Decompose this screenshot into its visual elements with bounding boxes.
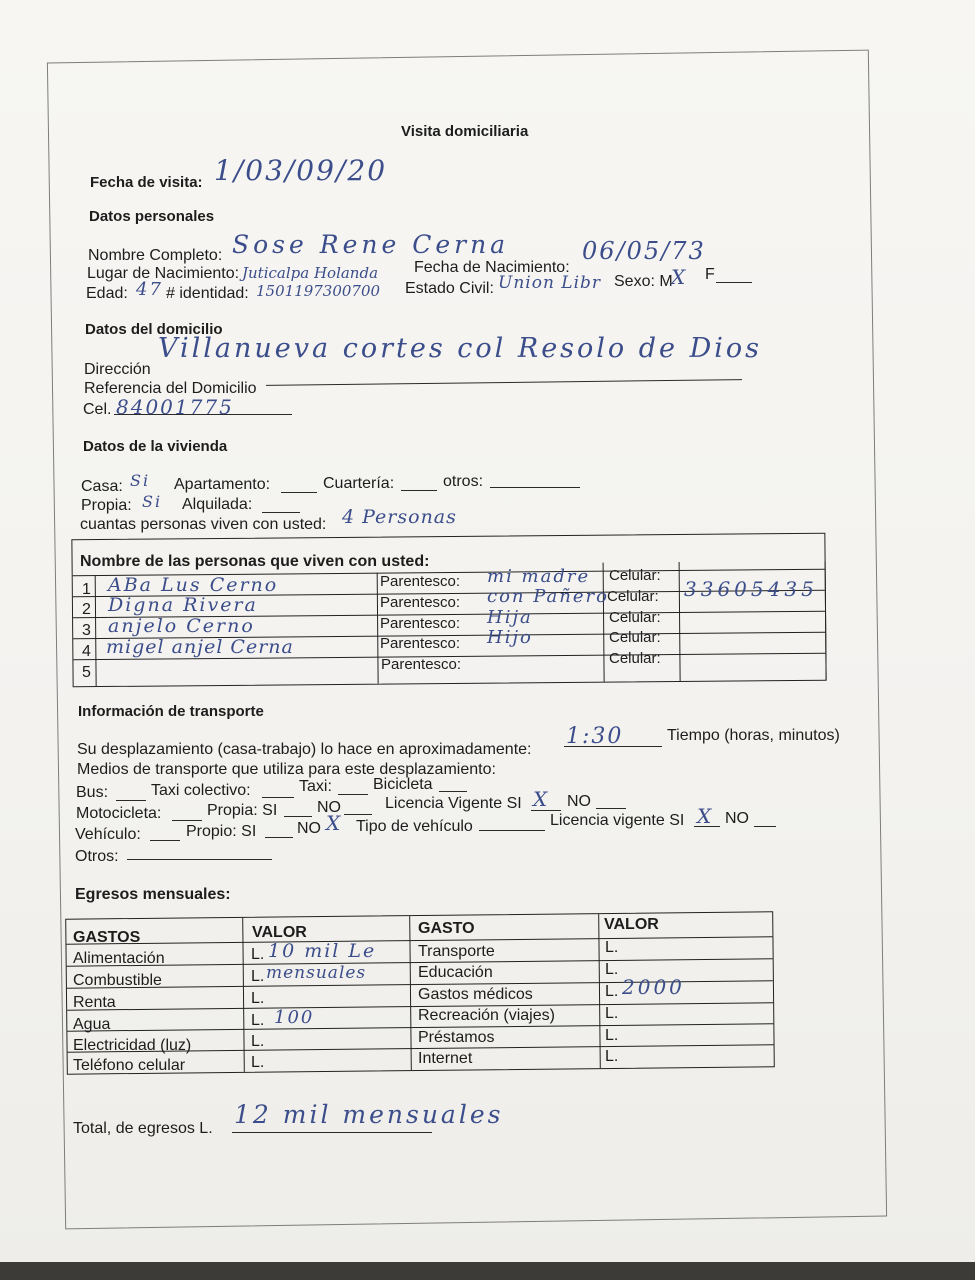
address-value: Villanueva cortes col Resolo de Dios <box>158 333 762 364</box>
otros-label: otros: <box>443 473 484 490</box>
moto-no-label: NO <box>317 799 341 816</box>
propia-label: Propia: <box>81 497 132 514</box>
propio-mark: X <box>326 811 343 835</box>
expenses-col-valor-2: VALOR <box>604 916 659 933</box>
sex-mark: X <box>671 265 688 289</box>
household-row-relation: Hija <box>487 607 533 628</box>
expense-name: Agua <box>73 1016 111 1033</box>
alquilada-line <box>262 512 300 513</box>
otros-line <box>490 487 580 488</box>
household-row-relation: con Pañero <box>487 586 609 607</box>
moto-label: Motocicleta: <box>76 805 162 822</box>
total-label: Total, de egresos L. <box>73 1120 213 1137</box>
household-row-name: anjelo Cerno <box>108 615 255 637</box>
veh-licencia-no: NO <box>725 810 749 827</box>
name-label: Nombre Completo: <box>88 247 223 264</box>
expense-value: mensuales <box>266 963 367 983</box>
moto-propia-label: Propia: SI <box>207 802 278 819</box>
taxi-colectivo-label: Taxi colectivo: <box>151 782 251 799</box>
id-value: 1501197300700 <box>256 282 381 300</box>
age-value: 47 <box>136 279 163 300</box>
veh-licencia-mark: X <box>697 804 714 828</box>
expense-name: Teléfono celular <box>73 1057 186 1074</box>
civil-status-label: Estado Civil: <box>405 280 494 297</box>
housing-heading: Datos de la vivienda <box>83 438 228 455</box>
expense-name: Préstamos <box>418 1029 495 1046</box>
household-row-celular-label: Celular: <box>609 567 661 584</box>
household-row-parentesco-label: Parentesco: <box>380 615 461 632</box>
veh-licencia-label: Licencia vigente SI <box>550 812 685 829</box>
household-row-parentesco-label: Parentesco: <box>380 635 461 652</box>
civil-status-value: Union Libr <box>498 273 602 293</box>
expense-name: Renta <box>73 994 116 1011</box>
expense-currency: L. <box>605 1027 619 1044</box>
expense-name: Alimentación <box>73 950 165 967</box>
household-row-phone: 33605435 <box>684 577 818 601</box>
reference-label: Referencia del Domicilio <box>84 380 257 397</box>
address-label: Dirección <box>84 361 151 378</box>
expense-value: 100 <box>274 1007 315 1028</box>
commute-line <box>564 746 662 747</box>
expense-currency: L. <box>605 1005 619 1022</box>
phone-label: Cel. <box>83 401 112 418</box>
expense-name: Recreación (viajes) <box>418 1007 555 1024</box>
household-row-celular-label: Celular: <box>609 609 661 626</box>
expense-value: 2000 <box>622 975 685 999</box>
total-value: 12 mil mensuales <box>234 1100 504 1129</box>
sex-label: Sexo: M <box>614 273 673 290</box>
expenses-col-gastos: GASTOS <box>73 929 141 946</box>
propia-value: Si <box>142 492 163 511</box>
birthplace-value: Juticalpa Holanda <box>242 264 379 282</box>
bus-label: Bus: <box>76 784 109 801</box>
expense-name: Combustible <box>73 972 162 989</box>
vehiculo-label: Vehículo: <box>75 826 141 843</box>
expense-currency: L. <box>251 968 265 985</box>
household-row-name: migel anjel Cerna <box>106 636 294 658</box>
cuarteria-line <box>401 490 437 491</box>
means-label: Medios de transporte que utiliza para este desplazamiento: <box>77 761 496 778</box>
household-header: Nombre de las personas que viven con usted: <box>80 553 430 570</box>
expense-name: Educación <box>418 964 493 981</box>
taxi-label: Taxi: <box>299 778 332 795</box>
household-row-num: 4 <box>82 643 91 660</box>
household-row-num: 3 <box>82 622 91 639</box>
household-row-num: 1 <box>82 581 91 598</box>
expense-currency: L. <box>605 939 619 956</box>
id-label: # identidad: <box>166 285 249 302</box>
casa-label: Casa: <box>81 478 123 495</box>
apartamento-line <box>281 492 317 493</box>
birthdate-value: 06/05/73 <box>582 237 706 265</box>
sex-f-label: F <box>705 266 715 283</box>
visit-date-label: Fecha de visita: <box>90 174 203 191</box>
household-row-relation: Hijo <box>487 627 533 648</box>
expenses-col-valor: VALOR <box>252 924 307 941</box>
total-line <box>232 1132 432 1133</box>
age-label: Edad: <box>86 285 128 302</box>
household-row-celular-label: Celular: <box>607 588 659 605</box>
domicile-heading: Datos del domicilio <box>85 321 223 338</box>
page-title: Visita domiciliaria <box>401 123 529 140</box>
expense-currency: L. <box>605 983 619 1000</box>
name-value: Sose Rene Cerna <box>232 230 510 259</box>
moto-licencia-no: NO <box>567 793 591 810</box>
expense-currency: L. <box>251 1054 265 1071</box>
expense-currency: L. <box>251 1033 265 1050</box>
household-row-parentesco-label: Parentesco: <box>380 573 461 590</box>
moto-licencia-label: Licencia Vigente SI <box>385 795 522 812</box>
cuarteria-label: Cuartería: <box>323 475 395 492</box>
expense-name: Gastos médicos <box>418 986 533 1003</box>
expense-currency: L. <box>605 1048 619 1065</box>
household-row-name: ABa Lus Cerno <box>108 574 279 596</box>
visit-date-value: 1/03/09/20 <box>214 154 388 187</box>
personal-heading: Datos personales <box>89 208 215 225</box>
commute-label: Su desplazamiento (casa-trabajo) lo hace en aproximadamente: <box>77 741 532 758</box>
expense-currency: L. <box>251 1012 265 1029</box>
household-row-num: 2 <box>82 601 91 618</box>
household-row-parentesco-label: Parentesco: <box>380 594 461 611</box>
moto-licencia-mark: X <box>533 787 550 811</box>
birthdate-label: Fecha de Nacimiento: <box>414 259 570 276</box>
phone-line <box>114 414 292 415</box>
expense-name: Electricidad (luz) <box>73 1037 192 1054</box>
household-row-num: 5 <box>82 664 91 681</box>
commute-value: 1:30 <box>566 724 624 749</box>
expense-name: Internet <box>418 1050 473 1067</box>
propio-label: Propio: SI <box>186 823 257 840</box>
phone-value: 84001775 <box>116 395 234 419</box>
expense-currency: L. <box>251 946 265 963</box>
household-row-name: Digna Rivera <box>108 594 258 616</box>
expense-value: 10 mil Le <box>268 940 377 962</box>
bicicleta-label: Bicicleta <box>373 776 433 793</box>
casa-value: Si <box>130 471 151 490</box>
transport-heading: Información de transporte <box>78 703 264 720</box>
persons-label: cuantas personas viven con usted: <box>80 516 327 533</box>
expense-currency: L. <box>605 961 619 978</box>
birthplace-label: Lugar de Nacimiento: <box>87 265 240 282</box>
otros-transport-label: Otros: <box>75 848 119 865</box>
persons-value: 4 Personas <box>342 506 457 528</box>
apartamento-label: Apartamento: <box>174 476 271 493</box>
household-row-relation: mi madre <box>487 566 591 587</box>
expense-currency: L. <box>251 990 265 1007</box>
household-row-celular-label: Celular: <box>609 650 661 667</box>
alquilada-label: Alquilada: <box>182 496 253 513</box>
propio-no-label: NO <box>297 820 321 837</box>
household-row-celular-label: Celular: <box>609 629 661 646</box>
household-row-parentesco-label: Parentesco: <box>381 656 462 673</box>
table-surface <box>0 1262 975 1280</box>
sex-f-line <box>716 282 752 283</box>
expenses-col-gasto: GASTO <box>418 920 475 937</box>
expense-name: Transporte <box>418 943 495 960</box>
commute-unit: Tiempo (horas, minutos) <box>667 727 840 744</box>
tipo-vehiculo-label: Tipo de vehículo <box>356 818 473 835</box>
expenses-heading: Egresos mensuales: <box>75 886 231 903</box>
